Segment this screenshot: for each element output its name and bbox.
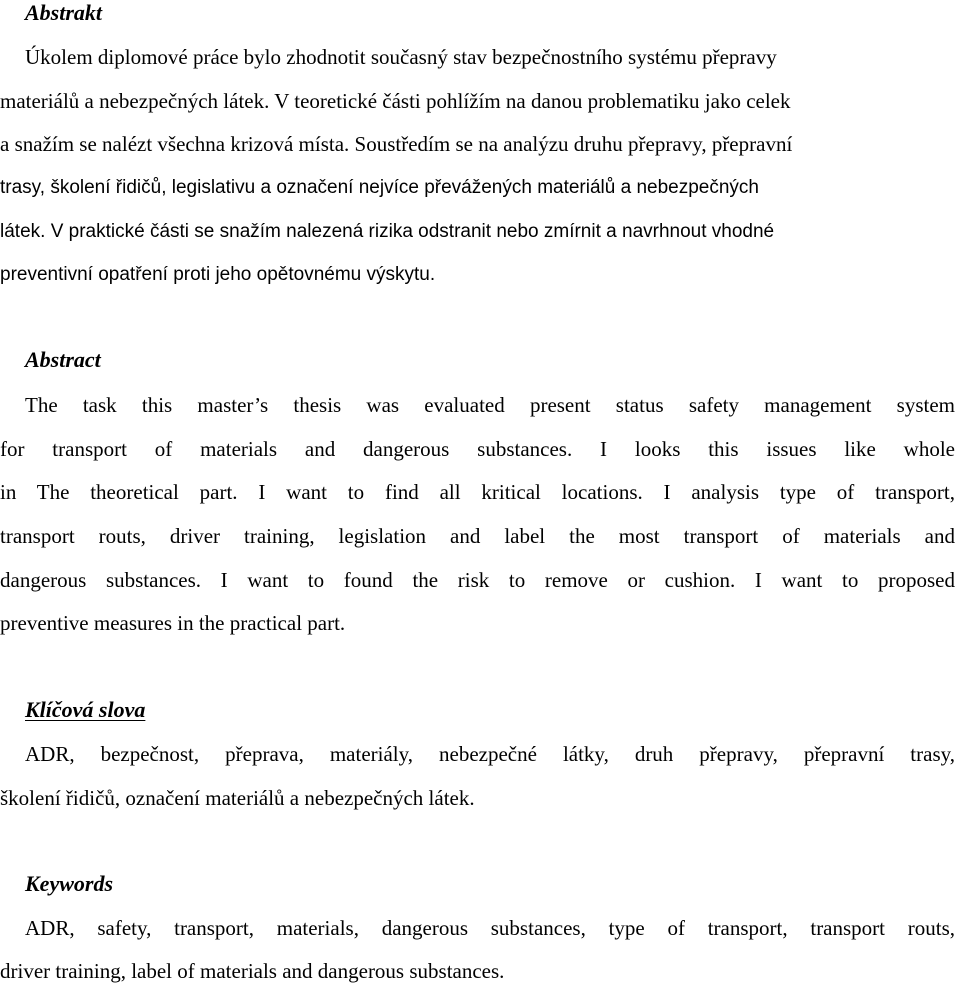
abstract-line-3: in The theoretical part. I want to find all kritical locations. I analysis type of transport, <box>0 480 955 504</box>
abstract-line-4: transport routs, driver training, legislation and label the most transport of materials and <box>0 524 955 548</box>
abstract-line-5: dangerous substances. I want to found the risk to remove or cushion. I want to proposed <box>0 568 955 592</box>
klicova-slova-heading: Klíčová slova <box>25 697 146 722</box>
keywords-heading: Keywords <box>25 871 113 896</box>
abstrakt-heading: Abstrakt <box>25 0 103 25</box>
abstract-line-6: preventive measures in the practical part. <box>0 611 346 635</box>
abstrakt-line-3a <box>0 131 793 157</box>
abstract-line-2: for transport of materials and dangerous substances. I looks this issues like whole <box>0 437 955 461</box>
klicova-slova-line-2: školení řidičů, označení materiálů a nebezpečných látek. <box>0 786 475 810</box>
abstrakt-line-1: Úkolem diplomové práce bylo zhodnotit současný stav bezpečnostního systému přepravy <box>25 45 777 69</box>
abstrakt-line-5: látek. V praktické části se snažím nalezená rizika odstranit nebo zmírnit a navrhnout vhodné <box>0 221 775 242</box>
abstrakt-line-4: trasy, školení řidičů, legislativu a označení nejvíce převážených materiálů a nebezpečných <box>0 177 759 198</box>
klicova-slova-line-1: ADR, bezpečnost, přeprava, materiály, nebezpečné látky, druh přepravy, přepravní trasy, <box>25 742 955 766</box>
abstract-heading: Abstract <box>25 347 101 372</box>
abstrakt-line-3: a snažím se nalézt všechna krizová místa. Soustředím se na analýzu druhu přepravy, přepravní <box>0 132 793 156</box>
keywords-line-1: ADR, safety, transport, materials, dangerous substances, type of transport, transport routs, <box>25 916 955 940</box>
abstrakt-line-2: materiálů a nebezpečných látek. V teoretické části pohlížím na danou problematiku jako celek <box>0 89 791 113</box>
abstrakt-line-6: preventivní opatření proti jeho opětovnému výskytu. <box>0 264 436 285</box>
keywords-line-2: driver training, label of materials and dangerous substances. <box>0 959 505 983</box>
abstract-line-1: The task this master’s thesis was evaluated present status safety management system <box>25 393 955 417</box>
